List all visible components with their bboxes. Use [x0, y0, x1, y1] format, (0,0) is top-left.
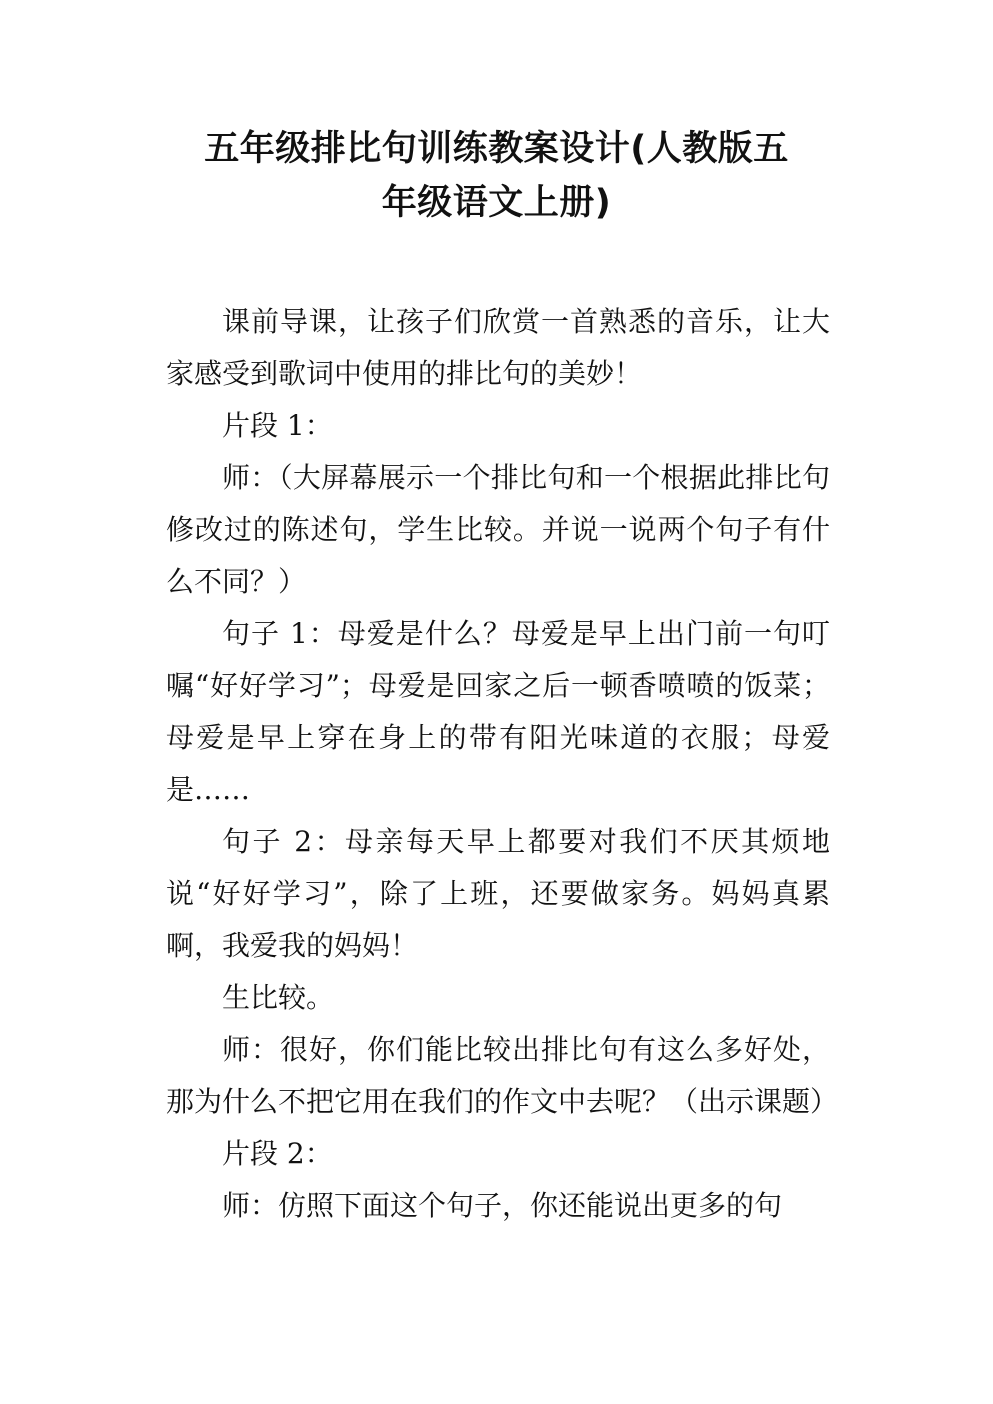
paragraph-sentence-2: 句子 2：母亲每天早上都要对我们不厌其烦地说“好好学习”，除了上班，还要做家务。妈妈真累啊，我爱我的妈妈！: [166, 825, 830, 962]
paragraph-fragment-2-heading: 片段 2：: [222, 1137, 333, 1170]
paragraph-intro: 课前导课，让孩子们欣赏一首熟悉的音乐，让大家感受到歌词中使用的排比句的美妙！: [166, 305, 830, 390]
document-body: [166, 296, 839, 1232]
paragraph-sentence-1: 句子 1：母爱是什么？母爱是早上出门前一句叮嘱“好好学习”；母爱是回家之后一顿香喷喷的饭菜；母爱是早上穿在身上的带有阳光味道的衣服；母爱是……: [166, 617, 830, 806]
paragraph-teacher-praise: 师：很好，你们能比较出排比句有这么多好处，那为什么不把它用在我们的作文中去呢？（出示课题）: [166, 1033, 839, 1118]
paragraph-student-compare: 生比较。: [222, 981, 335, 1014]
document-title: [120, 122, 873, 230]
title-line-1: 五年级排比句训练教案设计(人教版五: [204, 129, 789, 169]
paragraph-teacher-instruction: 师：（大屏幕展示一个排比句和一个根据此排比句修改过的陈述句，学生比较。并说一说两个句子有什么不同？）: [166, 461, 830, 598]
title-line-2: 年级语文上册): [381, 183, 612, 223]
paragraph-teacher-imitate: 师：仿照下面这个句子，你还能说出更多的句: [222, 1189, 783, 1222]
paragraph-fragment-1-heading: 片段 1：: [222, 409, 333, 442]
